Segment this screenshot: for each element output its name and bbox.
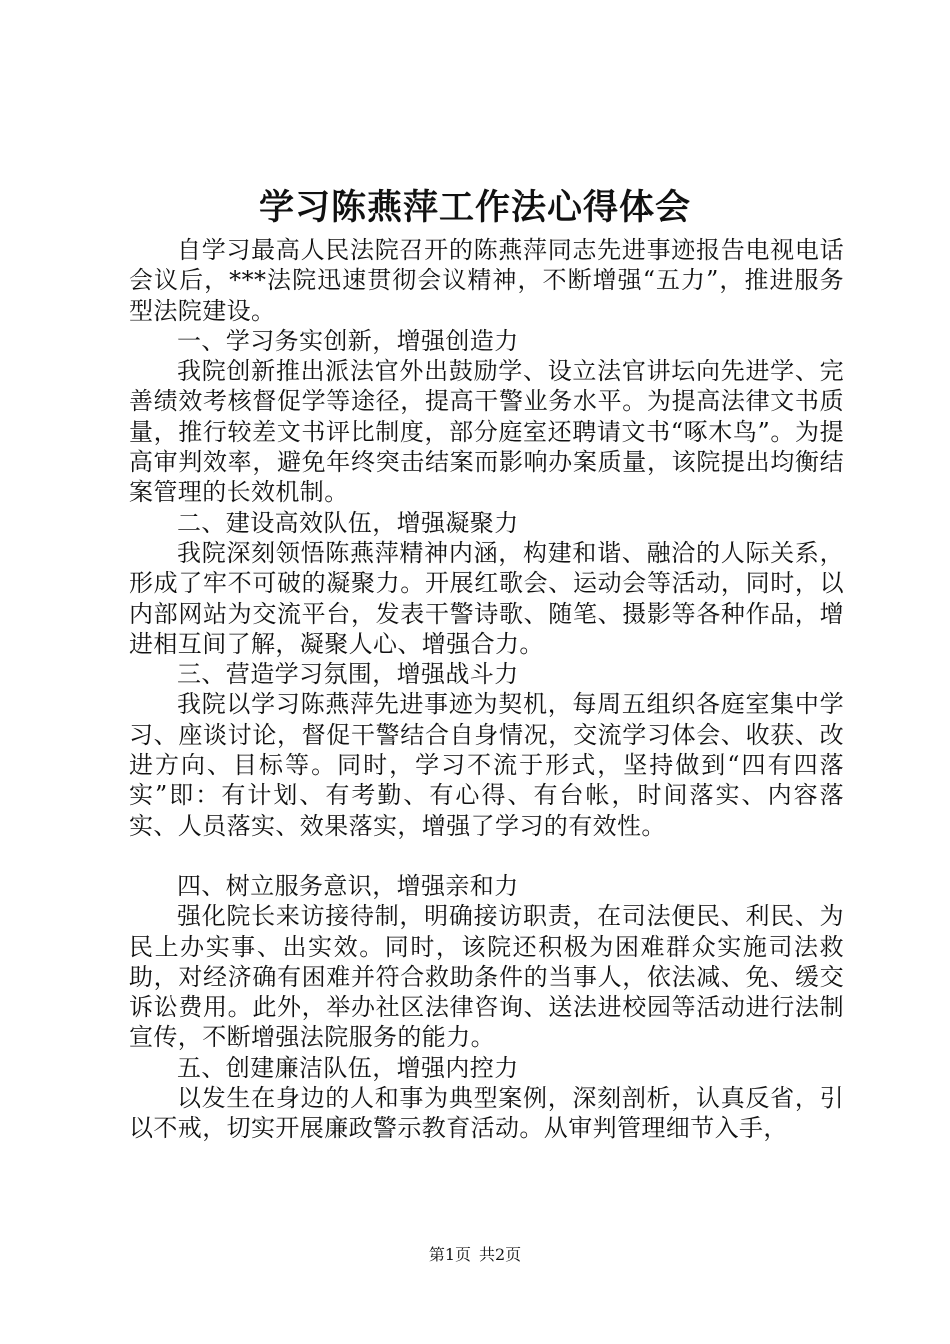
section-heading-5: 五、创建廉洁队伍，增强内控力 (177, 1053, 519, 1082)
section-heading-2: 二、建设高效队伍，增强凝聚力 (177, 508, 519, 537)
document-body (129, 235, 844, 1144)
section-heading-3: 三、营造学习氛围，增强战斗力 (177, 660, 519, 689)
page-total: 共2页 (479, 1245, 522, 1264)
section-paragraph-5: 以发生在身边的人和事为典型案例，深刻剖析，认真反省，引以不戒，切实开展廉政警示教育活动。从审判管理细节入手， (129, 1084, 844, 1143)
section-heading-1: 一、学习务实创新，增强创造力 (177, 326, 519, 355)
page-footer (0, 1244, 950, 1266)
section-paragraph-4: 强化院长来访接待制，明确接访职责，在司法便民、利民、为民上办实事、出实效。同时，该院还积极为困难群众实施司法救助，对经济确有困难并符合救助条件的当事人，依法减、免、缓交诉讼费用。此外，举办社区法律咨询、送法进校园等活动进行法制宣传，不断增强法院服务的能力。 (129, 902, 844, 1052)
section-heading-4: 四、树立服务意识，增强亲和力 (177, 871, 519, 900)
section-paragraph-2: 我院深刻领悟陈燕萍精神内涵，构建和谐、融洽的人际关系，形成了牢不可破的凝聚力。开展红歌会、运动会等活动，同时，以内部网站为交流平台，发表干警诗歌、随笔、摄影等各种作品，增进相互间了解，凝聚人心、增强合力。 (129, 538, 844, 658)
document-title: 学习陈燕萍工作法心得体会 (258, 187, 691, 228)
section-paragraph-3: 我院以学习陈燕萍先进事迹为契机，每周五组织各庭室集中学习、座谈讨论，督促干警结合自身情况，交流学习体会、收获、改进方向、目标等。同时，学习不流于形式，坚持做到“四有四落实”即：有计划、有考勤、有心得、有台帐，时间落实、内容落实、人员落实、效果落实，增强了学习的有效性。 (129, 690, 844, 840)
section-paragraph-1: 我院创新推出派法官外出鼓励学、设立法官讲坛向先进学、完善绩效考核督促学等途径，提高干警业务水平。为提高法律文书质量，推行较差文书评比制度，部分庭室还聘请文书“啄木鸟”。为提高审判效率，避免年终突击结案而影响办案质量，该院提出均衡结案管理的长效机制。 (129, 357, 844, 507)
page-number: 第1页 (428, 1245, 471, 1264)
intro-paragraph: 自学习最高人民法院召开的陈燕萍同志先进事迹报告电视电话会议后，***法院迅速贯彻会议精神，不断增强“五力”，推进服务型法院建设。 (129, 236, 844, 325)
